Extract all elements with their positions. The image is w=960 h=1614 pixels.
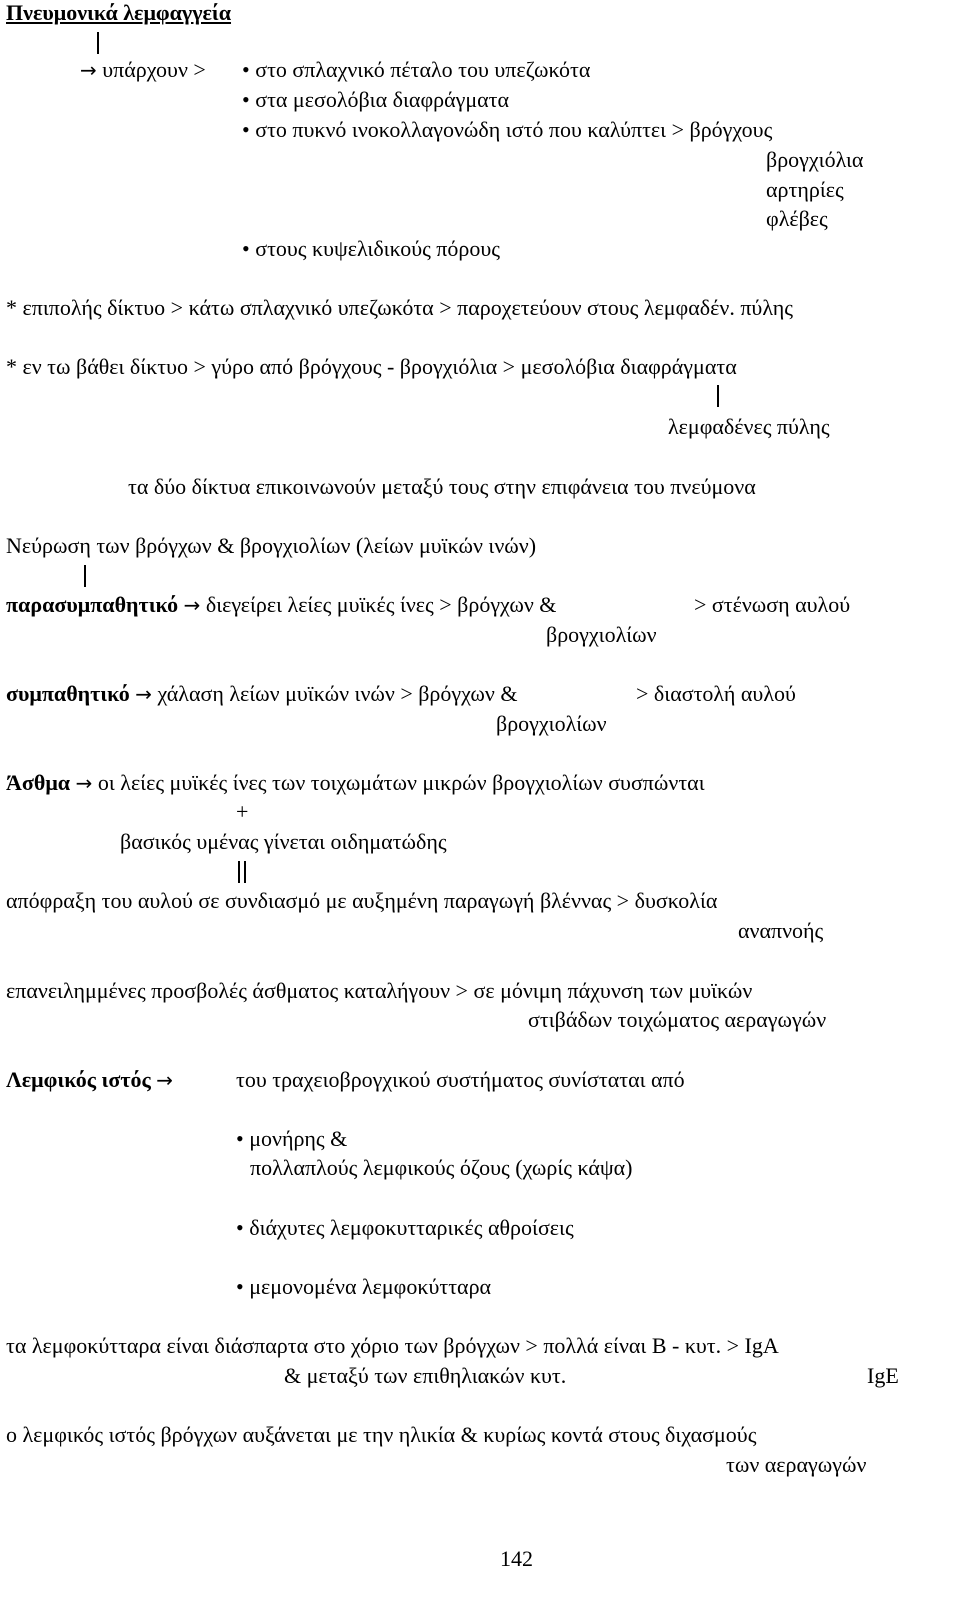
bullet-icon: • <box>236 1274 244 1299</box>
sympathetic-row: συμπαθητικό → χάλαση λείων μυϊκών ινών > βρόγχων & <box>6 681 518 706</box>
location-item-1: • στο σπλαχνικό πέταλο του υπεζωκότα <box>242 57 591 82</box>
bullet-icon: • <box>242 87 250 112</box>
location-item-3: • στο πυκνό ινοκολλαγονώδη ιστό που καλύπτει > βρόγχους <box>242 117 773 142</box>
deep-network: * εν τω βάθει δίκτυο > γύρο από βρόγχους - βρογχιόλια > μεσολόβια διαφράγματα <box>6 354 737 379</box>
double-connector-line <box>238 861 240 883</box>
parasympathetic-row: παρασυμπαθητικό → διεγείρει λείες μυϊκές ίνες > βρόγχων & <box>6 592 557 617</box>
bullet-icon: • <box>242 117 250 142</box>
lymphoid-age: ο λεμφικός ιστός βρόγχων αυξάνεται με την ηλικία & κυρίως κοντά στους διχασμούς <box>6 1422 757 1447</box>
surface-network: * επιπολής δίκτυο > κάτω σπλαχνικό υπεζωκότα > παροχετεύουν στους λεμφαδέν. πύλης <box>6 295 794 320</box>
sub-item-veins: φλέβες <box>766 206 828 231</box>
asthma-row: Άσθμα → οι λείες μυϊκές ίνες των τοιχωμάτων μικρών βρογχιολίων συσπώνται <box>6 770 705 795</box>
networks-communicate: τα δύο δίκτυα επικοινωνούν μεταξύ τους στην επιφάνεια του πνεύμονα <box>128 474 756 499</box>
plus-sign: + <box>236 799 249 824</box>
bullet-icon: • <box>242 236 250 261</box>
ige-label: IgE <box>867 1363 899 1388</box>
parasympathetic-result: > στένωση αυλού <box>694 592 851 617</box>
sympathetic-label: συμπαθητικό <box>6 681 130 706</box>
sub-item-bronchioles: βρογχιόλια <box>766 147 864 172</box>
sub-item-arteries: αρτηρίες <box>766 177 844 202</box>
arrow-right-icon: → <box>80 58 97 82</box>
lymphoid-intro: του τραχειοβρογχικού συστήματος συνίσταται από <box>236 1067 685 1092</box>
arrow-right-icon: → <box>135 682 152 706</box>
arrow-right-icon: → <box>75 771 93 795</box>
bullet-icon: • <box>236 1215 244 1240</box>
hilar-nodes: λεμφαδένες πύλης <box>668 414 830 439</box>
asthma-attacks-cont: στιβάδων τοιχώματος αεραγωγών <box>528 1007 827 1032</box>
asthma-obstruction-cont: αναπνοής <box>738 918 824 943</box>
double-connector-line <box>244 861 246 883</box>
parasympathetic-target: βρογχιολίων <box>546 622 657 647</box>
sympathetic-result: > διαστολή αυλού <box>636 681 796 706</box>
connector-line <box>97 32 99 54</box>
lymphocytes-scattered: τα λεμφοκύτταρα είναι διάσπαρτα στο χόριο των βρόγχων > πολλά είναι Β - κυτ. > IgA <box>6 1333 779 1358</box>
lymphocytes-epithelial: & μεταξύ των επιθηλιακών κυτ. <box>284 1363 567 1388</box>
location-item-4: • στους κυψελιδικούς πόρους <box>242 236 500 261</box>
sympathetic-target: βρογχιολίων <box>496 711 607 736</box>
lymphoid-item-1-cont: πολλαπλούς λεμφικούς όζους (χωρίς κάψα) <box>250 1155 633 1180</box>
location-item-2: • στα μεσολόβια διαφράγματα <box>242 87 510 112</box>
asthma-label: Άσθμα <box>6 770 71 795</box>
asthma-membrane: βασικός υμένας γίνεται οιδηματώδης <box>120 829 447 854</box>
connector-line <box>717 385 719 407</box>
bullet-icon: • <box>236 1126 244 1151</box>
asthma-obstruction: απόφραξη του αυλού σε συνδιασμό με αυξημένη παραγωγή βλέννας > δυσκολία <box>6 888 718 913</box>
lymphoid-item-1: • μονήρης & <box>236 1126 348 1151</box>
asthma-attacks: επανειλημμένες προσβολές άσθματος καταλήγουν > σε μόνιμη πάχυνση των μυϊκών <box>6 978 753 1003</box>
page-title: Πνευμονικά λεμφαγγεία <box>6 0 232 25</box>
bullet-icon: • <box>242 57 250 82</box>
lymphoid-item-3: • μεμονομένα λεμφοκύτταρα <box>236 1274 492 1299</box>
connector-line <box>84 565 86 587</box>
arrow-right-icon: → <box>156 1068 174 1092</box>
lymphoid-label: Λεμφικός ιστός <box>6 1067 151 1092</box>
exist-row <box>80 57 206 83</box>
arrow-right-icon: → <box>183 593 201 617</box>
lymphoid-age-cont: των αεραγωγών <box>726 1452 867 1477</box>
lymphoid-item-2: • διάχυτες λεμφοκυτταρικές αθροίσεις <box>236 1215 574 1240</box>
exist-label: υπάρχουν > <box>102 57 206 82</box>
page-number: 142 <box>500 1546 533 1571</box>
lymphoid-row <box>6 1067 173 1093</box>
parasympathetic-label: παρασυμπαθητικό <box>6 592 179 617</box>
innervation-title: Νεύρωση των βρόγχων & βρογχιολίων (λείων μυϊκών ινών) <box>6 533 537 558</box>
